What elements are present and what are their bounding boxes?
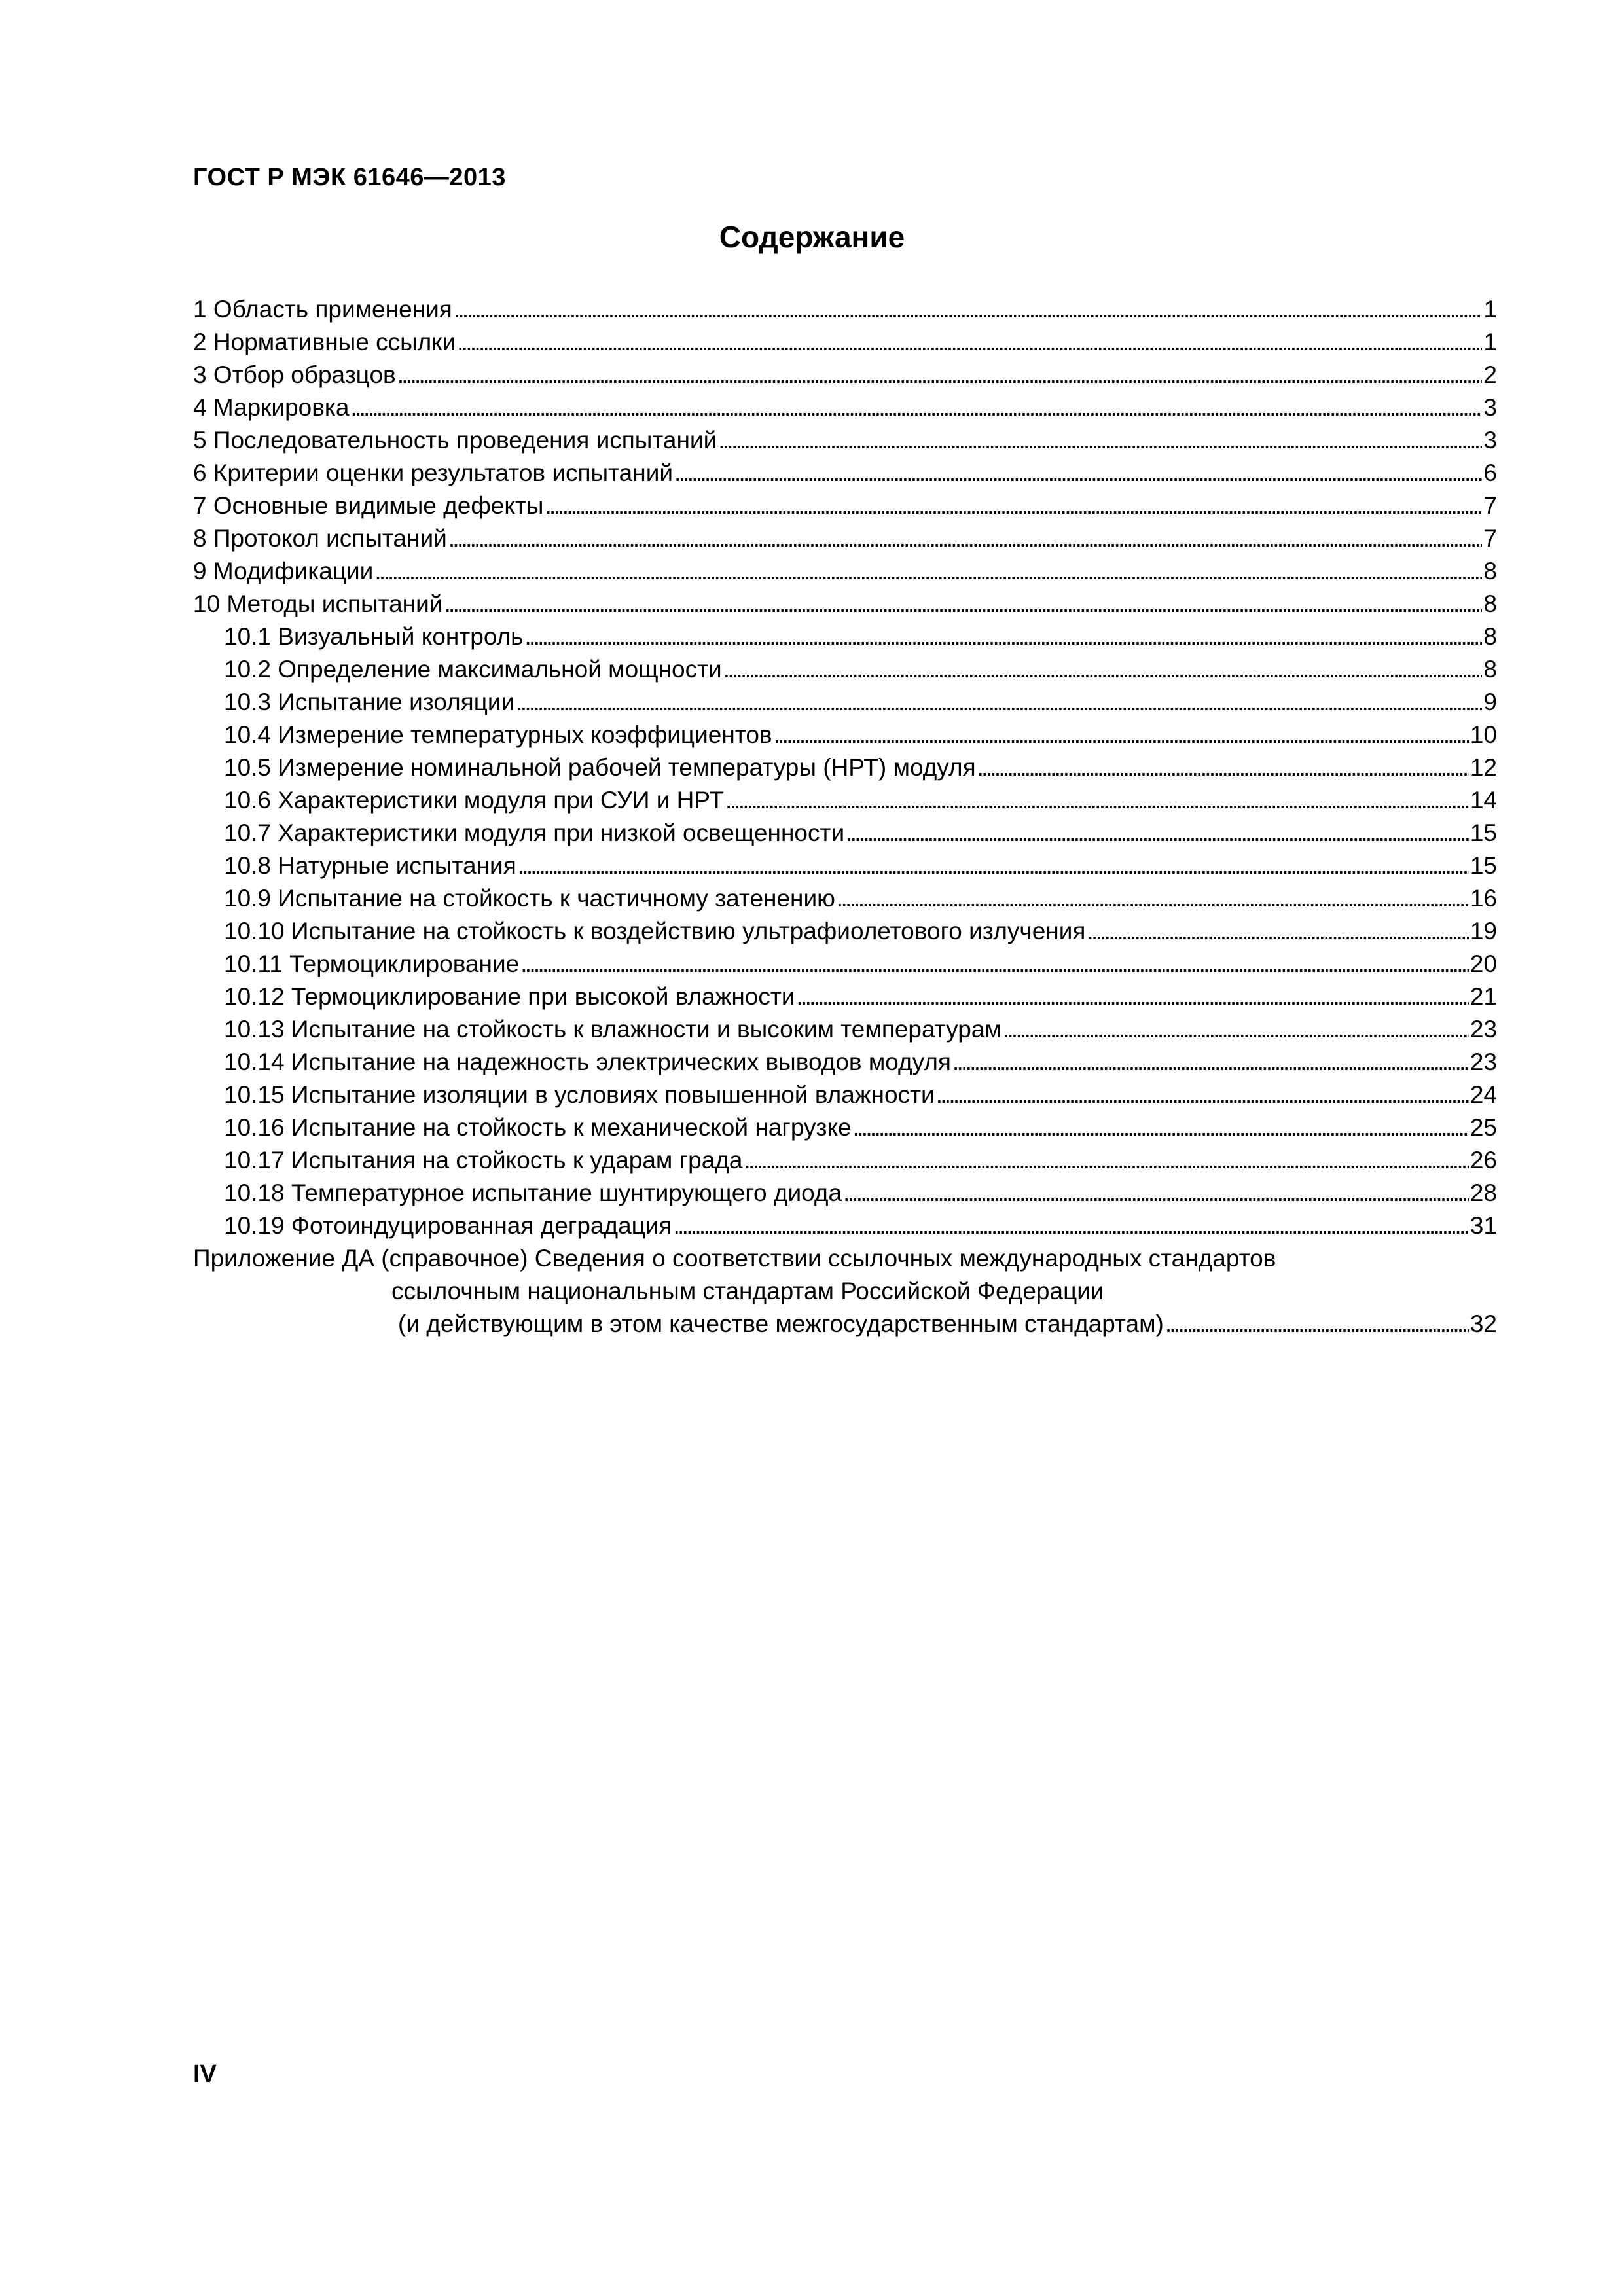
toc-entry — [193, 686, 1497, 719]
leader-dots — [723, 653, 1483, 686]
leader-dots — [1087, 915, 1468, 948]
toc-entry — [193, 555, 1497, 588]
toc-entry-page: 23 — [1470, 1016, 1497, 1043]
toc-entry — [193, 490, 1497, 522]
leader-dots — [518, 850, 1469, 882]
leader-dots — [797, 980, 1469, 1013]
leader-dots — [674, 1210, 1469, 1242]
toc-entry — [193, 915, 1497, 948]
leader-dots — [718, 424, 1482, 457]
toc-entry — [193, 293, 1497, 326]
toc-entry — [193, 391, 1497, 424]
document-header: ГОСТ Р МЭК 61646—2013 — [193, 164, 506, 191]
table-of-contents — [193, 293, 1497, 1340]
leader-dots — [843, 1177, 1469, 1210]
leader-dots — [545, 490, 1483, 522]
leader-dots — [374, 555, 1482, 588]
leader-dots — [520, 948, 1469, 980]
toc-entry-page: 3 — [1483, 394, 1497, 421]
toc-entry-page: 1 — [1483, 296, 1497, 323]
leader-dots — [1003, 1013, 1469, 1046]
toc-entry-page: 24 — [1470, 1081, 1497, 1108]
toc-entry — [193, 359, 1497, 391]
toc-entry — [193, 653, 1497, 686]
leader-dots — [853, 1111, 1469, 1144]
toc-entry-page: 8 — [1483, 623, 1497, 650]
toc-entry-page: 8 — [1483, 656, 1497, 683]
toc-entry — [193, 850, 1497, 882]
toc-entry-page: 15 — [1470, 852, 1497, 879]
toc-entry-title: 10.4 Измерение температурных коэффициентов — [224, 721, 772, 748]
toc-entry-title: 10.8 Натурные испытания — [224, 852, 516, 879]
toc-entry — [193, 424, 1497, 457]
leader-dots — [444, 588, 1482, 620]
appendix-title-line-3: (и действующим в этом качестве межгосударственным стандартам) — [398, 1310, 1164, 1337]
toc-entry-title: 10.3 Испытание изоляции — [224, 689, 515, 715]
toc-entry-title: 10.10 Испытание на стойкость к воздействию ультрафиолетового излучения — [224, 918, 1086, 944]
toc-entry-page: 16 — [1470, 885, 1497, 912]
toc-entry-title: 10.18 Температурное испытание шунтирующего диода — [224, 1179, 842, 1206]
toc-entry — [193, 1046, 1497, 1079]
toc-entry — [193, 1079, 1497, 1111]
toc-entry — [193, 882, 1497, 915]
toc-entry-page: 7 — [1483, 525, 1497, 552]
appendix-entry — [193, 1308, 1497, 1340]
toc-entry-page: 23 — [1470, 1049, 1497, 1075]
toc-entry — [193, 588, 1497, 620]
leader-dots — [936, 1079, 1469, 1111]
toc-entry-page: 31 — [1470, 1212, 1497, 1239]
toc-entry-page: 26 — [1470, 1147, 1497, 1174]
toc-entry-page: 8 — [1483, 558, 1497, 584]
toc-entry-title: 10.17 Испытания на стойкость к ударам града — [224, 1147, 743, 1174]
leader-dots — [674, 457, 1482, 490]
toc-entry — [193, 784, 1497, 817]
leader-dots — [454, 293, 1483, 326]
toc-entry — [193, 948, 1497, 980]
leader-dots — [846, 817, 1469, 850]
toc-entry — [193, 326, 1497, 359]
toc-entry-title: 10.13 Испытание на стойкость к влажности и высоким температурам — [224, 1016, 1001, 1043]
leader-dots — [1165, 1308, 1469, 1340]
toc-entry-title: 10.14 Испытание на надежность электрических выводов модуля — [224, 1049, 951, 1075]
leader-dots — [744, 1144, 1468, 1177]
toc-entry — [193, 980, 1497, 1013]
toc-entry — [193, 1177, 1497, 1210]
toc-entry-title: 4 Маркировка — [193, 394, 350, 421]
toc-entry-title: 8 Протокол испытаний — [193, 525, 447, 552]
toc-entry-title: 9 Модификации — [193, 558, 374, 584]
toc-entry-page: 6 — [1483, 459, 1497, 486]
toc-entry — [193, 719, 1497, 751]
toc-entry — [193, 522, 1497, 555]
toc-entry-page: 9 — [1483, 689, 1497, 715]
toc-entry-page: 1 — [1483, 329, 1497, 355]
toc-entry-title: 10.1 Визуальный контроль — [224, 623, 524, 650]
toc-entry — [193, 751, 1497, 784]
toc-entry-title: 10.15 Испытание изоляции в условиях повышенной влажности — [224, 1081, 935, 1108]
toc-entry-page: 19 — [1470, 918, 1497, 944]
toc-entry-page: 14 — [1470, 787, 1497, 814]
toc-entry-title: 10 Методы испытаний — [193, 590, 443, 617]
toc-entry-title: 10.6 Характеристики модуля при СУИ и НРТ — [224, 787, 725, 814]
appendix-title-line-1: Приложение ДА (справочное) Сведения о соответствии ссылочных международных стандартов — [193, 1245, 1276, 1272]
leader-dots — [725, 784, 1469, 817]
leader-dots — [457, 326, 1482, 359]
leader-dots — [774, 719, 1469, 751]
toc-entry-title: 10.7 Характеристики модуля при низкой освещенности — [224, 819, 845, 846]
toc-entry — [193, 1144, 1497, 1177]
toc-entry-title: 10.5 Измерение номинальной рабочей температуры (НРТ) модуля — [224, 754, 976, 781]
toc-entry-title: 1 Область применения — [193, 296, 452, 323]
toc-entry-title: 7 Основные видимые дефекты — [193, 492, 544, 519]
toc-entry-title: 6 Критерии оценки результатов испытаний — [193, 459, 674, 486]
toc-entry — [193, 1013, 1497, 1046]
toc-entry-page: 3 — [1483, 427, 1497, 454]
toc-entry-page: 20 — [1470, 950, 1497, 977]
toc-entry-title: 10.2 Определение максимальной мощности — [224, 656, 722, 683]
toc-entry — [193, 620, 1497, 653]
leader-dots — [516, 686, 1482, 719]
leader-dots — [952, 1046, 1469, 1079]
toc-entry-title: 10.12 Термоциклирование при высокой влажности — [224, 983, 795, 1010]
leader-dots — [977, 751, 1469, 784]
leader-dots — [397, 359, 1483, 391]
toc-entry-title: 10.16 Испытание на стойкость к механической нагрузке — [224, 1114, 852, 1141]
toc-entry — [193, 817, 1497, 850]
toc-entry-title: 5 Последовательность проведения испытаний — [193, 427, 717, 454]
toc-entry-title: 2 Нормативные ссылки — [193, 329, 456, 355]
leader-dots — [351, 391, 1483, 424]
leader-dots — [524, 620, 1482, 653]
toc-entry — [193, 1111, 1497, 1144]
toc-entry-title: 10.9 Испытание на стойкость к частичному затенению — [224, 885, 835, 912]
toc-entry-page: 7 — [1483, 492, 1497, 519]
toc-entry-title: 3 Отбор образцов — [193, 361, 396, 388]
toc-entry-page: 21 — [1470, 983, 1497, 1010]
toc-entry-page: 25 — [1470, 1114, 1497, 1141]
toc-entry-page: 8 — [1483, 590, 1497, 617]
leader-dots — [837, 882, 1469, 915]
toc-entry-page: 10 — [1470, 721, 1497, 748]
toc-entry-title: 10.11 Термоциклирование — [224, 950, 520, 977]
toc-entry-title: 10.19 Фотоиндуцированная деградация — [224, 1212, 672, 1239]
toc-entry — [193, 1210, 1497, 1242]
toc-entry — [193, 457, 1497, 490]
toc-entry-page: 15 — [1470, 819, 1497, 846]
page-number: IV — [193, 2060, 217, 2088]
appendix-title-line-2: ссылочным национальным стандартам Российской Федерации — [391, 1278, 1104, 1304]
toc-entry-page: 2 — [1483, 361, 1497, 388]
leader-dots — [448, 522, 1483, 555]
toc-entry-page: 28 — [1470, 1179, 1497, 1206]
appendix-page: 32 — [1470, 1310, 1497, 1337]
page-title: Содержание — [719, 220, 905, 254]
toc-entry-page: 12 — [1470, 754, 1497, 781]
